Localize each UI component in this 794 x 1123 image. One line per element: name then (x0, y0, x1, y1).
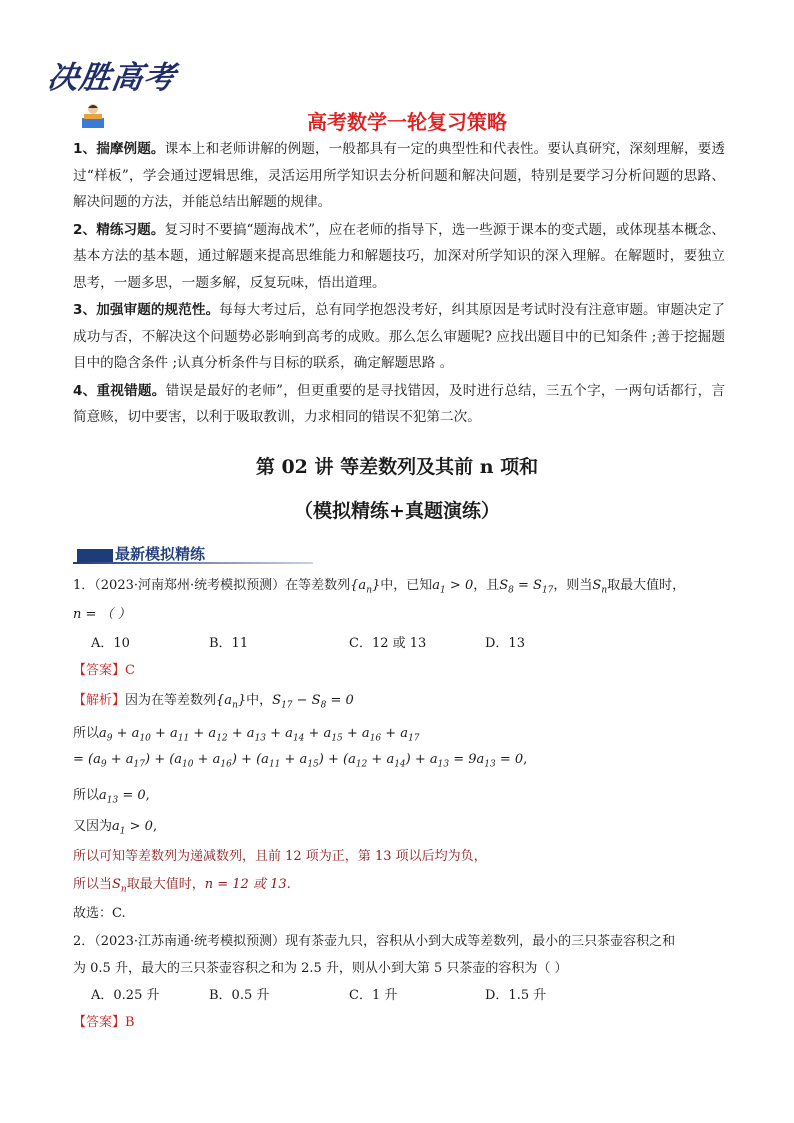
strategy-item: 1、揣摩例题。课本上和老师讲解的例题，一般都具有一定的典型性和代表性。要认真研究，深刻理解，要透过“样板”，学会通过逻辑思维，灵活运用所学知识去分析问题和解决问题，特别是要学习分析问题的思路、解决问题的方法，并能总结出解题的规律。 (73, 141, 725, 210)
lecture-title: 第 02 讲 等差数列及其前 n 项和 (255, 456, 539, 478)
lecture-subtitle: （模拟精练+真题演练） (294, 500, 500, 522)
option-b: B．11 (209, 636, 249, 651)
solution-line: 所以$a_9 + a_{10} + a_{11} + a_{12} + a_{13} + a_{14} + a_{15} + a_{16} + a_{17}$ (73, 726, 420, 744)
strategy-list (73, 136, 725, 432)
question-1-analysis: 【解析】因为在等差数列$\{a_n\}$中，$S_{17} - S_8 = 0$ (73, 693, 354, 711)
question-2-stem: 2．（2023·江苏南通·统考模拟预测）现有茶壶九只，容积从小到大成等差数列，最小的三只茶壶容积之和 (73, 934, 676, 949)
section-header (73, 543, 323, 565)
option-d: D．1.5 升 (485, 988, 547, 1003)
solution-line: 又因为$a_1 > 0$, (73, 819, 158, 837)
page-title: 高考数学一轮复习策略 (307, 110, 507, 134)
option-c: C．1 升 (349, 988, 398, 1003)
option-a: A．0.25 升 (91, 988, 160, 1003)
section-marker-icon (77, 549, 113, 563)
strategy-item: 4、重视错题。错误是最好的老师”，但更重要的是寻找错因，及时进行总结，三五个字，一两句话都行，言简意赅，切中要害，以利于吸取教训，力求相同的错误不犯第二次。 (73, 382, 725, 425)
question-1-stem: 1．（2023·河南郑州·统考模拟预测）在等差数列$\{a_n\}$中，已知$a_1 > 0$，且$S_8 = S_{17}$，则当$S_n$取最大值时， (73, 578, 686, 596)
solution-line: 所以$a_{13} = 0$, (73, 788, 150, 806)
option-d: D．13 (485, 636, 525, 651)
question-1-blank: n = （ ） (73, 607, 131, 622)
strategy-item: 3、加强审题的规范性。每每大考过后，总有同学抱怨没考好，纠其原因是考试时没有注意审题。审题决定了成功与否，不解决这个问题势必影响到高考的成败。那么怎么审题呢? 应找出题目中的已知条件 ;善于挖掘题目中的隐含条件 ;认真分析条件与目标的联系，确定解题思路 。 (73, 302, 725, 371)
option-b: B．0.5 升 (209, 988, 270, 1003)
question-2-answer: 【答案】B (73, 1015, 135, 1030)
section-label: 最新模拟精练 (115, 545, 206, 563)
strategy-item: 2、精练习题。复习时不要搞“题海战术”，应在老师的指导下，选一些源于课本的变式题，或体现基本概念、基本方法的基本题，通过解题来提高思维能力和解题技巧，加深对所学知识的深入理解。在解题时，要独立思考，一题多思，一题多解，反复玩味，悟出道理。 (73, 221, 725, 291)
question-2-stem-cont: 为 0.5 升，最大的三只茶壶容积之和为 2.5 升，则从小到大第 5 只茶壶的容积为（ ） (73, 961, 568, 976)
solution-line: 所以当$S_n$取最大值时，n = 12 或 13. (73, 877, 291, 895)
question-1-answer: 【答案】C (73, 663, 135, 678)
solution-conclusion: 故选：C. (73, 906, 126, 921)
logo-text: 决胜高考 (44, 60, 179, 96)
solution-line: = $(a_9 + a_{17}) + (a_{10} + a_{16}) + (a_{11} + a_{15}) + (a_{12} + a_{14}) + a_{13} = 9a_{13} = 0$, (73, 752, 528, 770)
option-c: C．12 或 13 (349, 636, 427, 651)
option-a: A．10 (91, 636, 130, 651)
solution-line: 所以可知等差数列为递减数列，且前 12 项为正，第 13 项以后均为负， (73, 849, 487, 864)
